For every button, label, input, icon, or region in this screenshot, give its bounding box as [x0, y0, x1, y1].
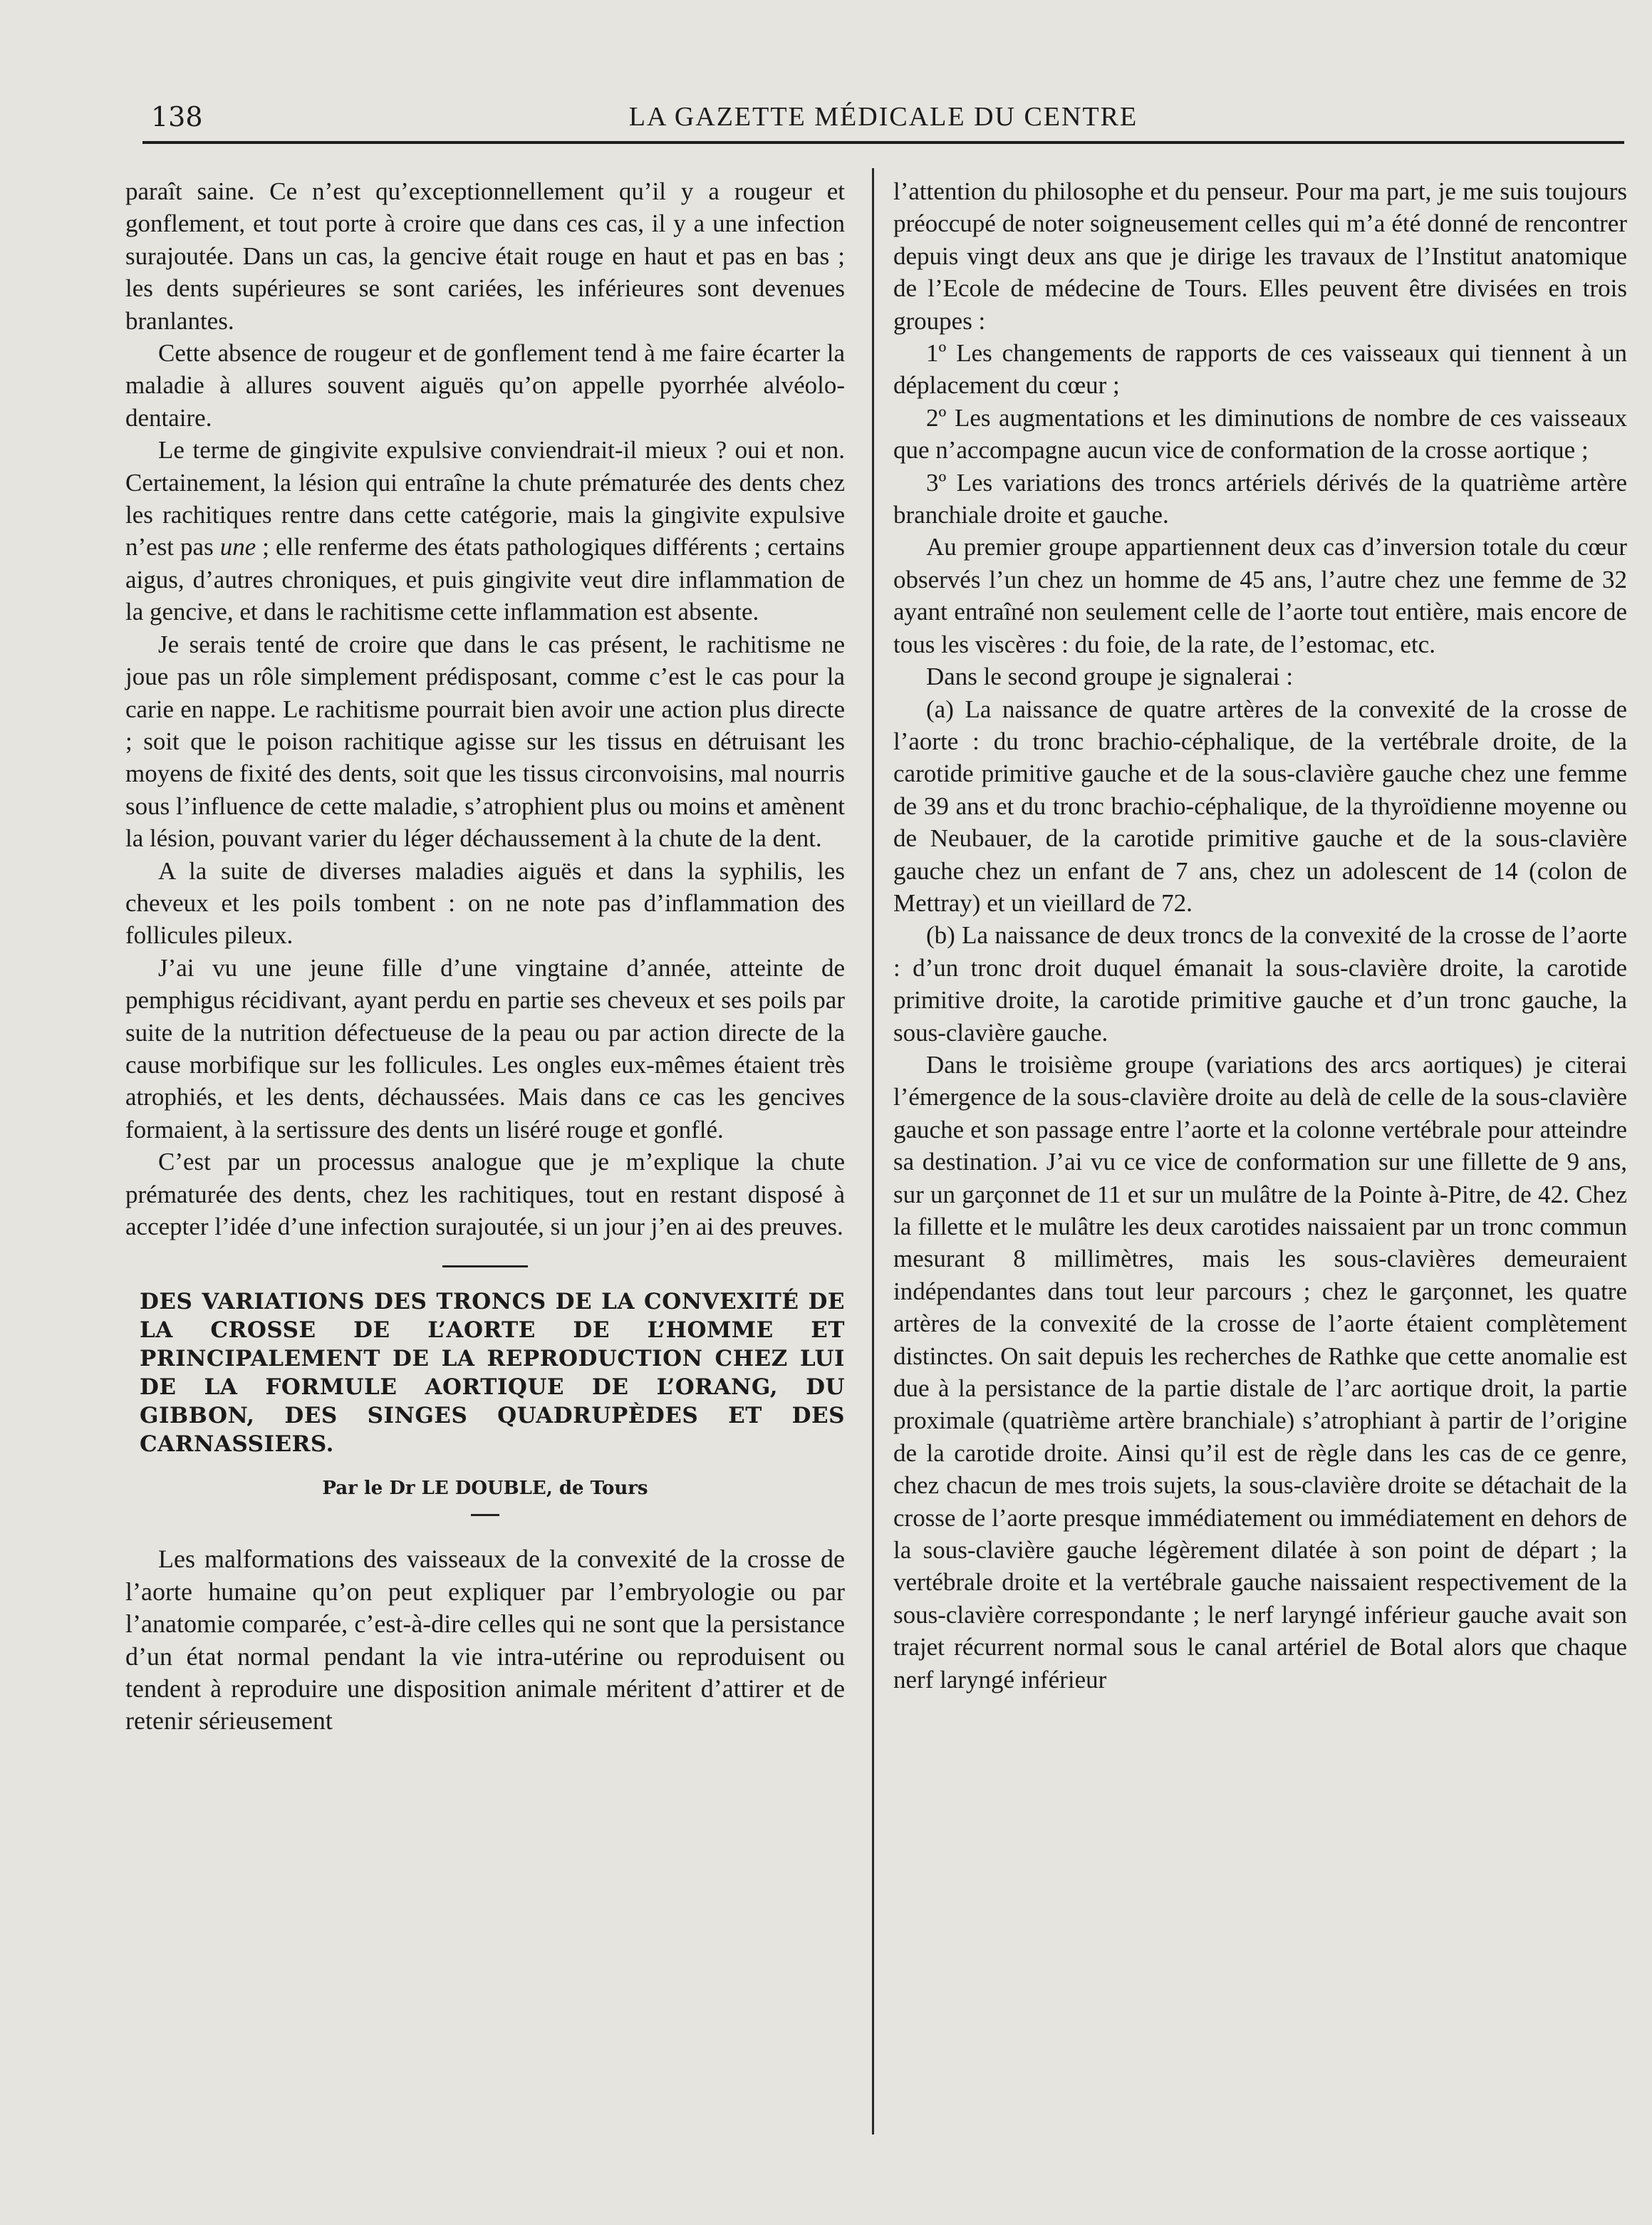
page-number: 138: [151, 101, 203, 133]
paragraph: Dans le troisième groupe (variations des arcs aortiques) je citerai l’émergence de la sous-clavière droite au delà de celle de la sous-clavière gauche et son passage entre l’aorte et la colonne vertébrale pour atteindre sa destination. J’ai vu ce vice de conformation sur une fillette de 9 ans, sur un garçonnet de 11 et sur un mulâtre de la Pointe à-Pitre, de 42. Chez la fillette et le mulâtre les deux carotides naissaient par un tronc commun mesurant 8 millimètres, mais les sous-clavières demeuraient indépendantes dans tout leur parcours ; chez le garçonnet, les quatre artères de la convexité de la crosse de l’aorte étaient complètement distinctes. On sait depuis les recherches de Rathke que cette anomalie est due à la persistance de la partie distale de l’arc aortique droit, la partie proximale (quatrième artère branchiale) s’atrophiant à partir de l’origine de la carotide droite. Ainsi qu’il est de règle dans les cas de ce genre, chez chacun de mes trois sujets, la sous-clavière droite se détachait de la crosse de l’aorte presque immédiatement ou immédiatement en dehors de la sous-clavière gauche légèrement dilatée à son point de départ ; la vertébrale droite et la vertébrale gauche naissaient respectivement de la sous-clavière correspondante ; le nerf laryngé inférieur gauche avait son trajet récurrent normal sous le canal artériel de Botal alors que chaque nerf laryngé inférieur: [893, 1050, 1627, 1694]
italic-word: une: [219, 533, 256, 561]
article-byline: Par le Dr LE DOUBLE, de Tours: [322, 1478, 648, 1500]
byline-dash: [471, 1514, 499, 1516]
list-item: 3º Les variations des troncs artériels dérivés de la quatrième artère branchiale droite et gauche.: [893, 468, 1627, 529]
header-rule: [142, 141, 1624, 144]
paragraph: A la suite de diverses maladies aiguës et dans la syphilis, les cheveux et les poils tombent : on ne note pas d’inflammation des follicules pileux.: [125, 856, 845, 950]
paragraph: Les malformations des vaisseaux de la convexité de la crosse de l’aorte humaine qu’on peut expliquer par l’embryologie ou par l’anatomie comparée, c’est-à-dire celles qui ne sont que la persistance d’un état normal pendant la vie intra-utérine ou reproduisent ou tendent à reproduire une disposition animale méritent d’attirer et de retenir sérieusement: [125, 1545, 845, 1736]
article-body: [125, 1543, 845, 1737]
paragraph: Au premier groupe appartiennent deux cas d’inversion totale du cœur observés l’un chez un homme de 45 ans, l’autre chez une femme de 32 ayant entraîné non seulement celle de l’aorte tout entière, mais encore de tous les viscères : du foie, de la rate, de l’estomac, etc.: [893, 533, 1627, 658]
paragraph: Cette absence de rougeur et de gonflement tend à me faire écarter la maladie à allures souvent aiguës qu’on appelle pyorrhée alvéolo-dentaire.: [125, 339, 845, 432]
paragraph: C’est par un processus analogue que je m’explique la chute prématurée des dents, chez les rachitiques, tout en restant disposé à accepter l’idée d’une infection surajoutée, si un jour j’en ai des preuves.: [125, 1148, 845, 1240]
paragraph: Dans le second groupe je signalerai :: [926, 663, 1294, 691]
paragraph: paraît saine. Ce n’est qu’exceptionnellement qu’il y a rougeur et gonflement, et tout porte à croire que dans ces cas, il y a une infection surajoutée. Dans un cas, la gencive était rouge en haut et pas en bas ; les dents supérieures se sont cariées, les inférieures sont devenues branlantes.: [125, 177, 845, 335]
list-item: (a) La naissance de quatre artères de la convexité de la crosse de l’aorte : du tronc brachio-céphalique, de la vertébrale droite, de la carotide primitive gauche et de la sous-clavière gauche chez une femme de 39 ans et du tronc brachio-céphalique, de la thyroïdienne moyenne ou de Neubauer, de la carotide primitive gauche et de la sous-clavière gauche chez un enfant de 7 ans, chez un adolescent de 14 (colon de Mettray) et un vieillard de 72.: [893, 695, 1627, 917]
right-column: [893, 175, 1627, 1696]
page-header: [142, 95, 1624, 138]
paragraph-text: Le terme de gingivite expulsive conviendrait-il mieux ? oui et non. Certainement, la lésion qui entraîne la chute prématurée des dents chez les rachitiques rentre dans cette catégorie, mais la gingivite expulsive n’est pas: [125, 436, 845, 561]
list-item: 2º Les augmentations et les diminutions de nombre de ces vaisseaux que n’accompagne aucun vice de conformation de la crosse aortique ;: [893, 403, 1627, 465]
journal-title: LA GAZETTE MÉDICALE DU CENTRE: [628, 102, 1138, 132]
paragraph-gingivite: [125, 434, 845, 628]
list-item: (b) La naissance de deux troncs de la convexité de la crosse de l’aorte : d’un tronc droit duquel émanait la sous-clavière droite, la carotide primitive droite, la carotide primitive gauche et d’un tronc gauche, la sous-clavière gauche.: [893, 921, 1627, 1047]
paragraph: J’ai vu une jeune fille d’une vingtaine d’année, atteinte de pemphigus récidivant, ayant perdu en partie ses cheveux et ses poils par suite de la nutrition défectueuse de la peau ou par action directe de la cause morbifique sur les follicules. Les ongles eux-mêmes étaient très atrophiés, et les dents, déchaussées. Mais dans ce cas les gencives formaient, à la sertissure des dents un liséré rouge et gonflé.: [125, 953, 845, 1143]
paragraph: Je serais tenté de croire que dans le cas présent, le rachitisme ne joue pas un rôle simplement prédisposant, comme c’est le cas pour la carie en nappe. Le rachitisme pourrait bien avoir une action plus directe ; soit que le poison rachitique agisse sur les tissus en détruisant les moyens de fixité des dents, soit que les tissus circonvoisins, mal nourris sous l’influence de cette maladie, s’atrophient plus ou moins et amènent la lésion, pouvant varier du léger déchaussement à la chute de la dent.: [125, 630, 845, 853]
section-separator: [442, 1265, 528, 1267]
column-divider: [872, 168, 874, 2135]
paragraph-text: ; elle renferme des états pathologiques différents ; certains aigus, d’autres chroniques, et puis gingivite veut dire inflammation de la gencive, et dans le rachitisme cette inflammation est absente.: [125, 533, 845, 626]
article-title: DES VARIATIONS DES TRONCS DE LA CONVEXITÉ DE LA CROSSE DE L’AORTE DE L’HOMME ET PRINCIPALEMENT DE LA REPRODUCTION CHEZ LUI DE LA FORMULE AORTIQUE DE L’ORANG, DU GIBBON, DES SINGES QUADRUPÈDES ET DES CARNASSIERS.: [140, 1289, 845, 1458]
paragraph: l’attention du philosophe et du penseur. Pour ma part, je me suis toujours préoccupé de noter soigneusement celles qui m’a été donné de rencontrer depuis vingt deux ans que je dirige les travaux de l’Institut anatomique de l’Ecole de médecine de Tours. Elles peuvent être divisées en trois groupes :: [893, 177, 1627, 335]
left-column: [125, 175, 845, 1738]
list-item: 1º Les changements de rapports de ces vaisseaux qui tiennent à un déplacement du cœur ;: [893, 339, 1627, 400]
